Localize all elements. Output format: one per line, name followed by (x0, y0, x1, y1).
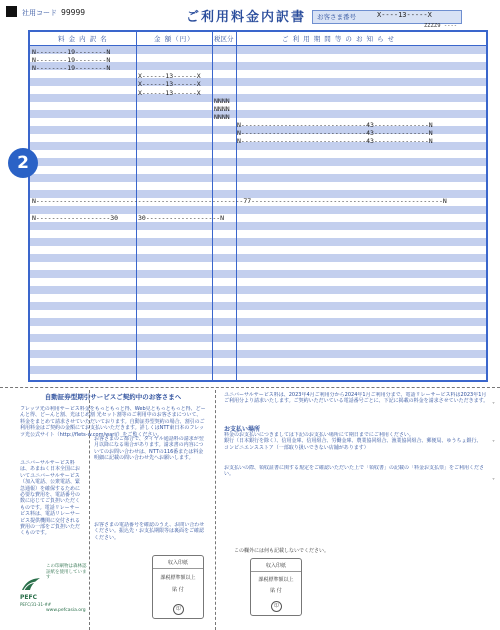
stamp-divider (251, 571, 301, 572)
payment-info-panel (222, 392, 492, 620)
seal-icon: 印 (271, 601, 282, 612)
payment-place-title: お支払い場所 (224, 426, 261, 433)
table-stripe (30, 334, 486, 342)
table-cell-notice: N--------------------------------43--------------N (237, 120, 433, 129)
table-stripe (30, 350, 486, 358)
table-stripe (30, 78, 486, 89)
blank-area-note: この欄外には何も記載しないでください。 (234, 548, 330, 554)
table-cell-tax: NNNN (214, 112, 230, 121)
registration-mark (6, 6, 17, 17)
table-cell-notice: N--------------------------------43--------------N (237, 129, 433, 137)
pefc-name: PEFC (20, 594, 37, 601)
service-fee-notice: ユニバーサルサービス料は、2023年4月ご利用分から2024年1月ご利用分まで、電話リレーサービス料は2023年1月ご利用分より請求いたします。ご契約いただいている電話番号ごとに、下記に掲載の料金を請求させていただきます。 (224, 392, 489, 405)
table-stripe (30, 158, 486, 166)
page-title: ご利用料金内訳書 (186, 10, 307, 25)
table-cell-name: N--------19--------N (32, 56, 111, 65)
table-stripe (30, 318, 486, 326)
table-cell-name: N--------19--------N (32, 64, 111, 73)
table-stripe (30, 110, 486, 118)
column-divider (212, 32, 213, 380)
payment-place-body (224, 432, 482, 462)
payment-lead: 料金のお支払いにつきましては下記のお支払い場所にて期日までにご利用ください。 (224, 432, 414, 438)
table-cell-name: N--------19--------N (32, 48, 111, 56)
customer-number-box (312, 10, 462, 24)
table-stripe (30, 206, 486, 214)
revenue-stamp-box (152, 555, 204, 619)
customer-number-value: X----13-----X (377, 11, 432, 19)
table-cell-tax: NNNN (214, 96, 230, 105)
table-header (30, 32, 486, 46)
company-code-value: 99999 (61, 8, 86, 17)
table-cell-amount: X------13------X (138, 88, 201, 97)
table-stripe (30, 286, 486, 294)
table-stripe (30, 174, 486, 182)
table-stripe (30, 302, 486, 310)
table-row-wide: N-----------------------------------------------------77-------------------------------------------------N (32, 197, 447, 205)
payment-stamp-line1: 課税標準額以上 (258, 577, 294, 583)
billing-notes-body: お客さまのご都合で、ダイヤル通話料の請求が翌月以降になる場合があります。請求書の内容についてのお問い合わせは、NTTの116番または料金明細に記載の問い合わせ先へお願いします。 (94, 436, 204, 462)
pefc-code: PEFC/31-31-## (20, 602, 52, 607)
table-cell-notice: N--------------------------------43--------------N (237, 137, 433, 146)
payment-places: 銀行（日本銀行を除く）、信用金庫、信用組合、労働金庫、農業協同組合、漁業協同組合、郵便局、ゆうちょ銀行、コンビニエンスストア（一部取り扱いできない店舗があります） (224, 438, 482, 451)
company-code (22, 8, 85, 18)
auto-debit-notice-title: 自動証券型期引サービスご契約中のお客さまへ (44, 393, 182, 401)
table-row-wide-left: N-------------------30 (32, 214, 119, 222)
payment-stamp-title: 収入印紙 (265, 563, 286, 569)
pefc-note: この印刷物は森林認証紙を使用しています (46, 564, 87, 580)
cut-line (215, 390, 216, 630)
payment-stamp-line2: 貼 付 (270, 588, 282, 594)
column-divider (236, 32, 237, 380)
table-cell-tax: NNNN (214, 104, 230, 113)
payment-stamp-box (250, 558, 302, 616)
pefc-logo-icon (20, 576, 42, 592)
revenue-stamp-line1: 課税標準額以上 (160, 575, 196, 581)
column-header-notice: ご 利 用 期 間 等 の お 知 ら せ (282, 35, 396, 43)
table-stripe (30, 222, 486, 230)
table-stripe (30, 366, 486, 374)
revenue-stamp-title: 収入印紙 (167, 560, 188, 566)
column-header-charge-name: 料 金 内 訳 名 (58, 35, 108, 43)
pefc-url: www.pefcasia.org (46, 608, 86, 613)
table-stripe (30, 270, 486, 278)
column-header-tax: 税区分 (214, 35, 234, 43)
section-number-badge: 2 (8, 148, 38, 178)
charges-table (28, 30, 488, 382)
column-divider (136, 32, 137, 380)
table-stripe (30, 94, 486, 102)
pefc-certification (20, 564, 90, 620)
column-header-amount: 金 額（円） (154, 35, 195, 43)
fold-line (0, 387, 500, 388)
auto-debit-notice-body: フレッツ光の利用サービス料金をもっともっと得、Web見ともっともっと得、どーんと得、どーんと割、光はじめ割 光セット割等のご利用中のお客さまについて、料金をまとめて請求させていただいております。自動証券型契約の場合、割引のご利用料金はご契約の金額にてお支払いいただきます。詳しくはNTT東日本のフレッツ光公式サイト（http://flets-w.com/wari/）をご覧ください。 (20, 406, 206, 438)
perforation-mark: ˅ (492, 440, 495, 447)
stamp-divider (153, 568, 203, 569)
payment-note: お支払いの際、領収証書に関する規定をご確認いただいた上で「領収書」の記載の「料金お支払票」をご利用ください。 (224, 465, 485, 478)
customer-number-label: お客さま番号 (317, 13, 356, 21)
table-row-wide-right: 30-------------------N (138, 214, 225, 222)
table-stripe (30, 254, 486, 262)
table-stripe (30, 238, 486, 246)
perforation-mark: ˅ (492, 478, 495, 485)
billing-notes-secondary: お客さまの電話番号を確認のうえ、お問い合わせください。振込先・お支払期限等は裏面をご確認ください。 (94, 522, 205, 541)
code-line: ZZZZ9 ---- (424, 23, 458, 29)
perforation-mark: ˅ (492, 402, 495, 409)
table-cell-amount: X------13------X (138, 80, 201, 89)
universal-service-notice: ユニバーサルサービス料は、あまねく日本全国においてユニバーサルサービス（加入電話、公衆電話、緊急通報）を確保するために必要な費用を、電話番号の数に応じてご負担いただくものです。電話リレーサービス料は、電話リレーサービス提供機関に交付される費用の一部をご負担いただくものです。 (20, 460, 80, 537)
table-cell-amount: X------13------X (138, 72, 201, 81)
revenue-stamp-line2: 貼 付 (172, 587, 184, 593)
company-code-label: 社用コード (22, 9, 57, 17)
seal-icon: 印 (173, 604, 184, 615)
